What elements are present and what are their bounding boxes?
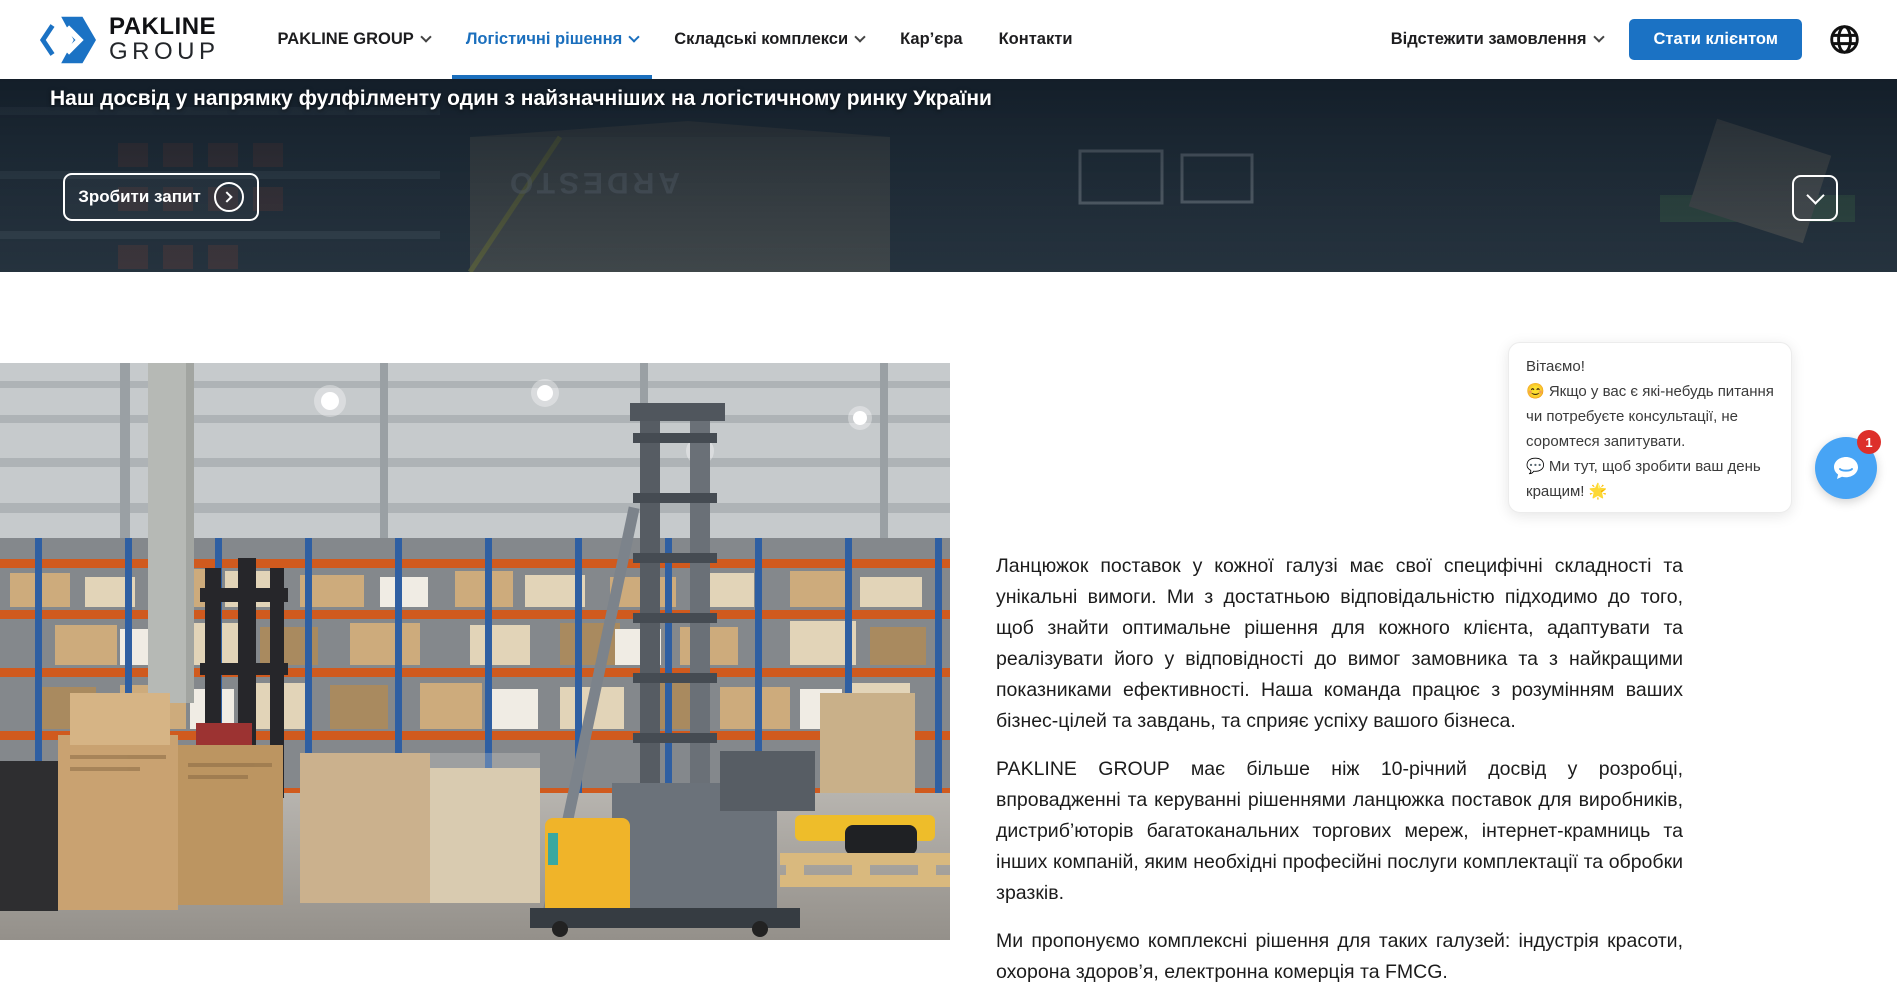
make-request-button[interactable] (63, 173, 259, 221)
paragraph: Ми пропонуємо комплексні рішення для таких галузей: індустрія красоти, охорона здоров’я, електронна комерція та FMCG. (996, 930, 1683, 983)
logo-text (109, 15, 220, 64)
hero-section (0, 79, 1897, 272)
nav-item-label: Складські комплекси (674, 30, 849, 48)
header (0, 0, 1897, 79)
track-order-label: Відстежити замовлення (1390, 30, 1587, 48)
chevron-down-icon (629, 31, 640, 42)
chat-widget-panel (1508, 342, 1792, 513)
nav-item-pakline-group[interactable] (278, 0, 430, 79)
paragraph: PAKLINE GROUP має більше ніж 10-річний досвід у розробці, впровадженні та керуванні рішеннями ланцюжка поставок для виробників, дистриб’юторів багатоканальних торгових мереж, інтернет-крамниць та інших компаній, яким необхідні професійні послуги комплектації та обробки зразків. (996, 758, 1683, 904)
become-client-button[interactable]: Стати клієнтом (1629, 19, 1802, 60)
chat-bubble-icon (1830, 452, 1862, 484)
nav-item-logistics-solutions[interactable] (466, 0, 638, 79)
globe-icon[interactable] (1828, 23, 1861, 56)
chat-message: Вітаємо! (1526, 358, 1585, 375)
track-order-link[interactable] (1391, 30, 1604, 49)
chat-launcher-button[interactable] (1815, 434, 1877, 499)
make-request-label: Зробити запит (78, 187, 201, 206)
chevron-down-icon (1806, 186, 1824, 204)
chat-message: 💬 Ми тут, щоб зробити ваш день кращим! 🌟 (1526, 458, 1761, 500)
nav-item-warehouse-complexes[interactable] (674, 0, 864, 79)
chat-message: 😊 Якщо у вас є які-небудь питання чи потребуєте консультації, не соромтеся запитувати. (1526, 383, 1774, 450)
chat-unread-badge: 1 (1857, 430, 1881, 454)
chevron-down-icon (1594, 31, 1605, 42)
nav-item-label: PAKLINE GROUP (277, 30, 414, 48)
hero-headline: Наш досвід у напрямку фулфілменту один з найзначніших на логістичному ринку України (50, 87, 992, 110)
chevron-down-icon (420, 31, 431, 42)
content-text-column (996, 551, 1683, 1005)
logo-icon (38, 11, 96, 69)
logo[interactable] (38, 11, 220, 69)
nav-item-label: Логістичні рішення (465, 30, 623, 48)
arrow-right-circle-icon (214, 182, 244, 212)
logo-line1: PAKLINE (109, 13, 217, 41)
main-nav (278, 0, 1073, 79)
chevron-down-icon (854, 31, 865, 42)
nav-item-contacts[interactable] (999, 0, 1073, 79)
paragraph: Ланцюжок поставок у кожної галузі має свої специфічні складності та унікальні вимоги. Ми з достатньою відповідальністю підходимо до того, щоб знайти оптимальне рішення для кожного клієнта, адаптувати та реалізувати його у відповідності до вимог замовника та з найкращими показниками ефективності. Наша команда працює з розумінням ваших бізнес-цілей та завдань, та сприяє успіху вашого бізнеса. (996, 555, 1683, 732)
nav-item-career[interactable] (900, 0, 962, 79)
nav-item-label: Кар’єра (900, 30, 963, 48)
scroll-down-button[interactable] (1792, 175, 1838, 221)
logo-line2: GROUP (109, 37, 220, 65)
warehouse-photo (0, 363, 950, 940)
nav-item-label: Контакти (998, 30, 1073, 48)
header-right (1391, 19, 1861, 60)
